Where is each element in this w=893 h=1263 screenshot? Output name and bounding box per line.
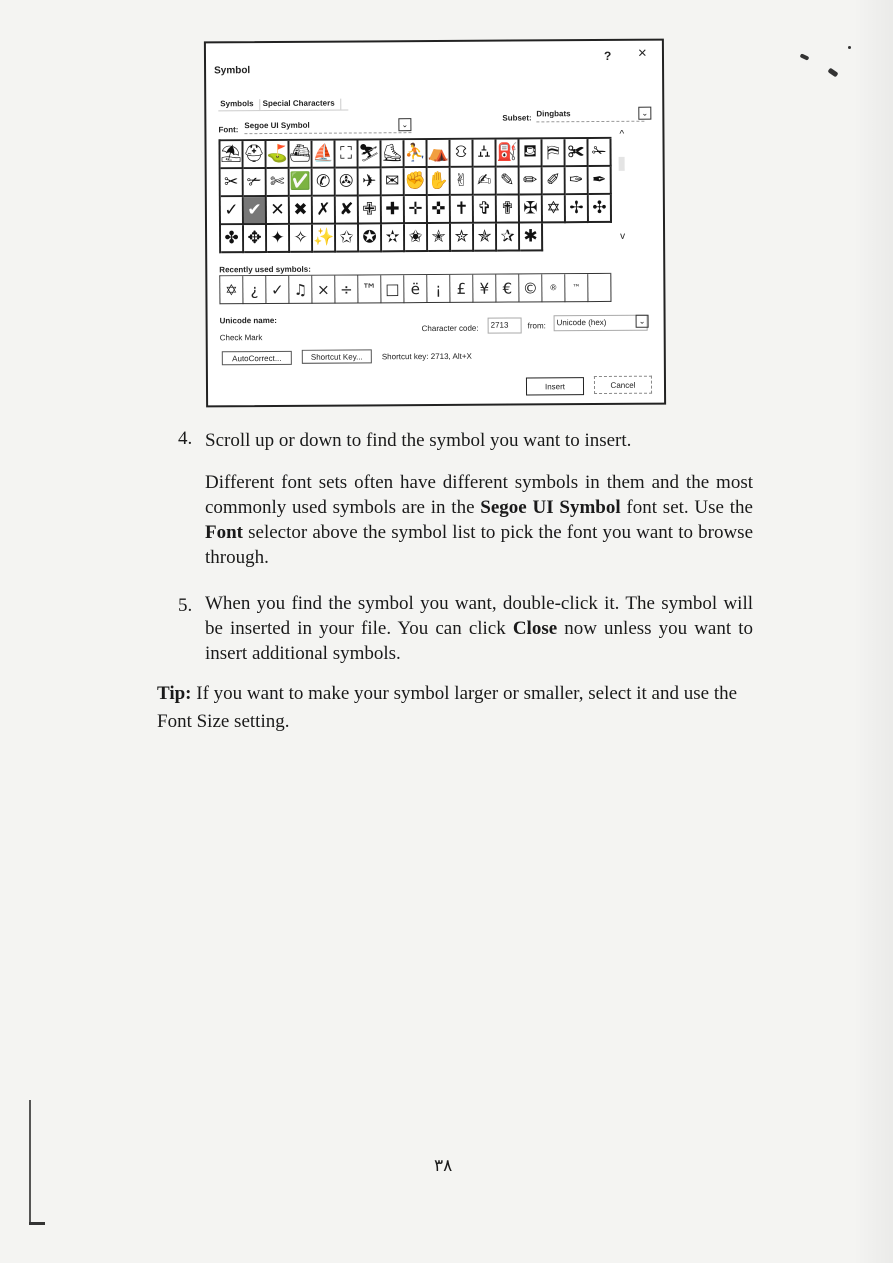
scroll-down-icon[interactable]: v [620, 230, 626, 242]
step-4-paragraph [205, 470, 753, 570]
character-code-input[interactable]: 2713 [488, 317, 522, 333]
shortcut-key-text: Shortcut key: 2713, Alt+X [381, 351, 472, 362]
recent-symbol-cell[interactable]: ♫ [289, 276, 312, 304]
subset-value: Dingbats [536, 109, 571, 119]
step-5-text-c: now unless you want to insert additional symbols. [205, 618, 754, 664]
from-label: from: [527, 321, 546, 331]
symbol-cell[interactable]: ⛹ [404, 140, 427, 168]
symbol-cell[interactable]: ✙ [359, 196, 382, 224]
step-4-bold-font: Font [205, 522, 243, 543]
chevron-down-icon[interactable]: ⌄ [638, 107, 651, 120]
step-4-bold-segoe: Segoe UI Symbol [480, 497, 621, 518]
symbol-cell[interactable]: ✅ [290, 169, 313, 197]
recent-symbols-grid [219, 273, 611, 304]
symbol-cell[interactable]: ⛿ [542, 139, 565, 167]
symbol-cell[interactable]: ✋ [428, 168, 451, 196]
symbol-cell[interactable]: ✄ [267, 169, 290, 197]
recent-symbol-cell[interactable] [588, 274, 611, 302]
recent-symbol-cell[interactable]: ¥ [473, 275, 496, 303]
insert-button[interactable]: Insert [526, 377, 584, 395]
symbol-cell[interactable]: ✆ [313, 169, 336, 197]
symbol-cell[interactable]: ✰ [497, 223, 520, 251]
symbol-cell[interactable]: ✍ [474, 168, 497, 196]
symbol-cell[interactable]: ⛺ [427, 140, 450, 168]
tab-divider [218, 110, 348, 112]
symbol-cell[interactable]: ✊ [405, 168, 428, 196]
symbol-cell[interactable]: ✩ [336, 224, 359, 252]
symbol-cell[interactable]: ✫ [382, 224, 405, 252]
dialog-title: Symbol [214, 65, 251, 77]
font-value: Segoe UI Symbol [244, 120, 310, 131]
symbol-cell[interactable]: ✮ [451, 224, 474, 252]
symbol-cell[interactable]: ✖ [290, 197, 313, 225]
symbol-cell[interactable]: ⛼ [473, 140, 496, 168]
symbol-cell[interactable]: ✝ [451, 196, 474, 224]
page-edge-shadow [853, 0, 893, 1263]
recent-symbol-cell[interactable]: ë [404, 275, 427, 303]
symbol-cell[interactable]: ⛷ [358, 140, 381, 168]
recent-symbol-cell[interactable]: ÷ [335, 275, 358, 303]
scrollbar-thumb[interactable] [619, 157, 625, 171]
chevron-down-icon[interactable]: ⌄ [636, 315, 649, 328]
symbol-cell[interactable]: ✚ [382, 196, 405, 224]
cancel-button[interactable]: Cancel [594, 376, 652, 394]
symbol-cell[interactable]: ✦ [267, 225, 290, 253]
close-icon[interactable]: × [637, 44, 647, 62]
symbol-cell[interactable]: ✪ [359, 224, 382, 252]
symbol-cell[interactable]: ⛾ [519, 139, 542, 167]
symbol-cell[interactable]: ✤ [221, 225, 244, 253]
recent-symbol-cell[interactable]: ® [542, 274, 565, 302]
step-5-bold-close: Close [512, 618, 558, 639]
recent-symbol-cell[interactable]: × [312, 276, 335, 304]
autocorrect-button[interactable]: AutoCorrect... [222, 351, 292, 365]
symbol-cell[interactable]: ✒ [589, 167, 612, 195]
scan-speck [827, 68, 838, 78]
symbol-cell[interactable]: ✈ [359, 168, 382, 196]
symbol-cell[interactable]: ✎ [497, 167, 520, 195]
symbol-cell[interactable]: ✣ [589, 195, 612, 223]
symbol-cell[interactable]: ✢ [566, 195, 589, 223]
from-select[interactable]: Unicode (hex) [554, 315, 648, 332]
symbol-cell[interactable]: ✭ [428, 224, 451, 252]
symbol-cell[interactable]: ✁ [588, 139, 611, 167]
symbol-cell[interactable]: ✏ [520, 167, 543, 195]
symbol-dialog [204, 39, 666, 408]
recent-symbol-cell[interactable]: ¡ [427, 275, 450, 303]
step-4-line: Scroll up or down to find the symbol you want to insert. [205, 430, 632, 451]
symbol-cell[interactable]: ⛑ [243, 141, 266, 169]
tip-label: Tip: [157, 683, 192, 704]
symbol-cell[interactable]: ✬ [405, 224, 428, 252]
symbol-cell[interactable]: ✱ [520, 223, 543, 251]
symbol-cell[interactable]: ✐ [543, 167, 566, 195]
symbol-cell[interactable]: ✜ [428, 196, 451, 224]
recent-symbols-label: Recently used symbols: [219, 264, 311, 275]
symbol-cell[interactable]: ✥ [244, 225, 267, 253]
symbol-cell[interactable]: ✠ [520, 195, 543, 223]
symbol-cell[interactable]: ✌ [451, 168, 474, 196]
symbol-cell[interactable]: ✯ [474, 224, 497, 252]
symbol-cell[interactable]: ⛸ [381, 140, 404, 168]
recent-symbol-cell[interactable]: £ [450, 275, 473, 303]
symbol-cell[interactable]: ⛽ [496, 139, 519, 167]
recent-symbol-cell[interactable]: □ [381, 275, 404, 303]
unicode-name-label: Unicode name: [219, 315, 277, 326]
recent-symbol-cell[interactable]: ✡ [220, 276, 243, 304]
symbol-cell[interactable]: ✀ [565, 139, 588, 167]
step-5-text-a: When you find the symbol you want, double-click it. The symbol will be inserted in your file. You can click [205, 593, 753, 639]
recent-symbol-cell[interactable]: ✓ [266, 276, 289, 304]
step-4-text-e: selector above the symbol list to pick the font you want to browse through. [205, 522, 753, 568]
font-label: Font: [218, 125, 239, 135]
chevron-down-icon[interactable]: ⌄ [398, 118, 411, 131]
symbol-cell[interactable]: ✡ [543, 195, 566, 223]
subset-select[interactable] [536, 107, 644, 123]
symbol-cell[interactable]: ⛻ [450, 140, 473, 168]
recent-symbol-cell[interactable]: ™ [358, 275, 381, 303]
shortcut-key-button[interactable]: Shortcut Key... [302, 349, 372, 363]
symbol-cell[interactable]: ✛ [405, 196, 428, 224]
step-5-paragraph [205, 591, 753, 666]
scan-speck [848, 46, 851, 49]
symbol-cell[interactable]: ⛶ [335, 140, 358, 168]
recent-symbol-cell[interactable]: ™ [565, 274, 588, 302]
symbol-cell[interactable]: ⛳ [266, 141, 289, 169]
character-code-label: Character code: [421, 323, 479, 334]
symbol-cell[interactable]: ✇ [336, 168, 359, 196]
scan-margin-mark-foot [29, 1222, 45, 1225]
font-select[interactable] [244, 118, 411, 134]
symbol-cell[interactable]: ⛱ [220, 141, 243, 169]
scan-speck [800, 53, 810, 60]
tip-paragraph [157, 680, 753, 736]
symbol-cell[interactable]: ✃ [244, 169, 267, 197]
recent-symbol-cell[interactable]: © [519, 274, 542, 302]
symbol-grid [218, 137, 612, 253]
page-number: ٣٨ [434, 1156, 453, 1176]
symbol-cell[interactable]: ✞ [474, 196, 497, 224]
symbol-cell[interactable]: ✧ [290, 225, 313, 253]
step-4-number: 4. [178, 428, 193, 449]
tab-special-characters[interactable]: Special Characters [261, 99, 342, 110]
symbol-cell[interactable]: ✕ [267, 197, 290, 225]
step-4-text-c: font set. Use the [620, 497, 753, 518]
unicode-name-value: Check Mark [219, 333, 263, 343]
symbol-cell[interactable]: ⛵ [312, 141, 335, 169]
recent-symbol-cell[interactable]: ¿ [243, 276, 266, 304]
symbol-cell[interactable]: ✘ [336, 196, 359, 224]
step-4-text-a: Different font sets often have different symbols in them and the most commonly used symbols are in the [205, 472, 753, 518]
scan-margin-mark [29, 1100, 31, 1224]
dialog-tabs [218, 99, 341, 111]
step-5-number: 5. [178, 595, 193, 616]
tip-text: If you want to make your symbol larger or smaller, select it and use the Font Size setting. [157, 683, 738, 732]
symbol-cell[interactable]: ✉ [382, 168, 405, 196]
symbol-cell[interactable]: ✨ [313, 225, 336, 253]
symbol-cell[interactable]: ✟ [497, 195, 520, 223]
symbol-cell[interactable]: ✗ [313, 197, 336, 225]
symbol-cell[interactable]: ✂ [221, 169, 244, 197]
tab-symbols[interactable]: Symbols [218, 99, 260, 110]
recent-symbol-cell[interactable]: € [496, 274, 519, 302]
symbol-cell[interactable]: ✑ [566, 167, 589, 195]
symbol-cell[interactable]: ✔ [244, 197, 267, 225]
symbol-cell[interactable]: ✓ [221, 197, 244, 225]
subset-label: Subset: [502, 113, 532, 123]
help-icon[interactable]: ? [603, 48, 612, 63]
scroll-up-icon[interactable]: ^ [619, 128, 625, 140]
symbol-cell[interactable]: ⛴ [289, 141, 312, 169]
